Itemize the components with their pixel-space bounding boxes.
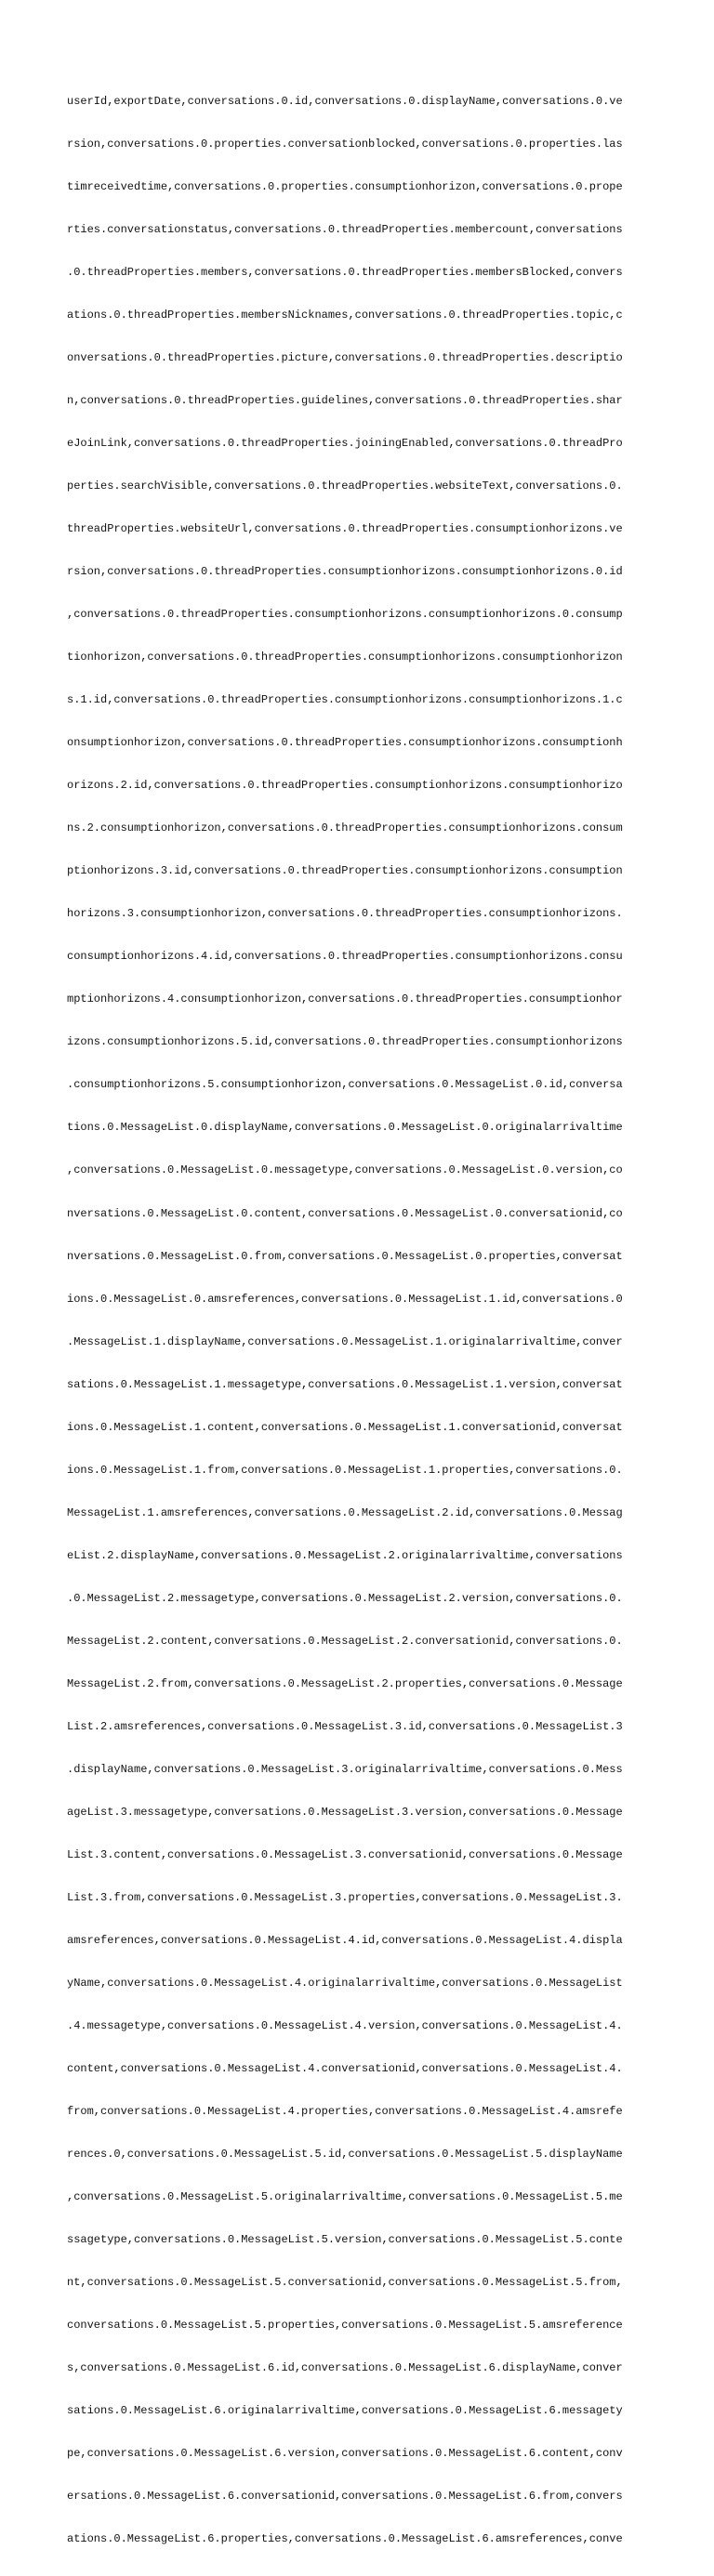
csv-header-text [67,66,623,2576]
text-line: conversations.0.MessageList.5.properties,conversations.0.MessageList.5.amsreference [67,2319,623,2333]
text-line: ptionhorizons.3.id,conversations.0.threadProperties.consumptionhorizons.consumption [67,864,623,878]
text-line: nversations.0.MessageList.0.content,conversations.0.MessageList.0.conversationid,co [67,1206,623,1220]
text-line: from,conversations.0.MessageList.4.properties,conversations.0.MessageList.4.amsrefe [67,2105,623,2119]
text-line: rties.conversationstatus,conversations.0.threadProperties.membercount,conversations [67,222,623,236]
text-line: ,conversations.0.threadProperties.consumptionhorizons.consumptionhorizons.0.consump [67,608,623,622]
text-line: izons.consumptionhorizons.5.id,conversations.0.threadProperties.consumptionhorizons [67,1035,623,1049]
text-line: n,conversations.0.threadProperties.guidelines,conversations.0.threadProperties.shar [67,393,623,407]
text-line: userId,exportDate,conversations.0.id,conversations.0.displayName,conversations.0.ve [67,94,623,108]
text-line: content,conversations.0.MessageList.4.conversationid,conversations.0.MessageList.4. [67,2062,623,2076]
text-line: mptionhorizons.4.consumptionhorizon,conversations.0.threadProperties.consumptionhor [67,992,623,1006]
text-line: .4.messagetype,conversations.0.MessageList.4.version,conversations.0.MessageList.4. [67,2019,623,2033]
text-line: tions.0.MessageList.0.displayName,conversations.0.MessageList.0.originalarrivaltime [67,1121,623,1135]
text-line: ations.0.threadProperties.membersNicknames,conversations.0.threadProperties.topic,c [67,308,623,322]
text-line: ions.0.MessageList.0.amsreferences,conversations.0.MessageList.1.id,conversations.0 [67,1292,623,1306]
text-line: rsion,conversations.0.properties.conversationblocked,conversations.0.properties.las [67,137,623,151]
text-line: horizons.3.consumptionhorizon,conversations.0.threadProperties.consumptionhorizons. [67,907,623,921]
text-line: ions.0.MessageList.1.from,conversations.0.MessageList.1.properties,conversations.0. [67,1463,623,1477]
text-line: orizons.2.id,conversations.0.threadProperties.consumptionhorizons.consumptionhorizo [67,779,623,793]
text-line: s.1.id,conversations.0.threadProperties.consumptionhorizons.consumptionhorizons.1.c [67,693,623,707]
text-line: nt,conversations.0.MessageList.5.conversationid,conversations.0.MessageList.5.from, [67,2276,623,2290]
text-line: MessageList.2.content,conversations.0.MessageList.2.conversationid,conversations.0. [67,1634,623,1648]
text-line: .0.MessageList.2.messagetype,conversations.0.MessageList.2.version,conversations.0. [67,1591,623,1605]
text-line: .MessageList.1.displayName,conversations.0.MessageList.1.originalarrivaltime,conver [67,1334,623,1348]
text-line: eList.2.displayName,conversations.0.MessageList.2.originalarrivaltime,conversations [67,1548,623,1562]
text-line: List.3.content,conversations.0.MessageList.3.conversationid,conversations.0.Message [67,1847,623,1861]
text-line: MessageList.1.amsreferences,conversations.0.MessageList.2.id,conversations.0.Messag [67,1505,623,1519]
text-line: amsreferences,conversations.0.MessageList.4.id,conversations.0.MessageList.4.displa [67,1934,623,1948]
text-line: ,conversations.0.MessageList.0.messagetype,conversations.0.MessageList.0.version,co [67,1163,623,1177]
text-line: ions.0.MessageList.1.content,conversations.0.MessageList.1.conversationid,conversat [67,1420,623,1434]
text-line: perties.searchVisible,conversations.0.threadProperties.websiteText,conversations.0. [67,479,623,493]
text-line: ns.2.consumptionhorizon,conversations.0.threadProperties.consumptionhorizons.consum [67,821,623,835]
text-line: rences.0,conversations.0.MessageList.5.id,conversations.0.MessageList.5.displayName [67,2148,623,2162]
text-line: MessageList.2.from,conversations.0.MessageList.2.properties,conversations.0.Message [67,1676,623,1690]
text-line: threadProperties.websiteUrl,conversations.0.threadProperties.consumptionhorizons.ve [67,522,623,535]
text-line: ations.0.MessageList.6.properties,conversations.0.MessageList.6.amsreferences,conve [67,2532,623,2546]
text-line: nversations.0.MessageList.0.from,conversations.0.MessageList.0.properties,conversat [67,1249,623,1263]
text-line: .consumptionhorizons.5.consumptionhorizon,conversations.0.MessageList.0.id,conversa [67,1078,623,1092]
text-line: yName,conversations.0.MessageList.4.originalarrivaltime,conversations.0.MessageList [67,1977,623,1991]
text-line: ,conversations.0.MessageList.5.originalarrivaltime,conversations.0.MessageList.5.me [67,2190,623,2204]
text-line: pe,conversations.0.MessageList.6.version,conversations.0.MessageList.6.content,conv [67,2447,623,2461]
text-line: List.3.from,conversations.0.MessageList.3.properties,conversations.0.MessageList.3. [67,1891,623,1904]
text-line: onversations.0.threadProperties.picture,conversations.0.threadProperties.descriptio [67,350,623,364]
text-line: .0.threadProperties.members,conversations.0.threadProperties.membersBlocked,convers [67,265,623,279]
text-line: ersations.0.MessageList.6.conversationid,conversations.0.MessageList.6.from,convers [67,2490,623,2504]
text-line: sations.0.MessageList.1.messagetype,conversations.0.MessageList.1.version,conversat [67,1377,623,1391]
text-line: List.2.amsreferences,conversations.0.MessageList.3.id,conversations.0.MessageList.3 [67,1719,623,1733]
text-line: ssagetype,conversations.0.MessageList.5.version,conversations.0.MessageList.5.conte [67,2233,623,2247]
text-line: timreceivedtime,conversations.0.properties.consumptionhorizon,conversations.0.prope [67,179,623,193]
text-line: onsumptionhorizon,conversations.0.threadProperties.consumptionhorizons.consumptionh [67,736,623,750]
text-line: tionhorizon,conversations.0.threadProperties.consumptionhorizons.consumptionhorizon [67,651,623,664]
text-line: ageList.3.messagetype,conversations.0.MessageList.3.version,conversations.0.Message [67,1805,623,1819]
text-line: .displayName,conversations.0.MessageList.3.originalarrivaltime,conversations.0.Mess [67,1762,623,1776]
text-line: sations.0.MessageList.6.originalarrivaltime,conversations.0.MessageList.6.messagety [67,2404,623,2418]
text-line: rsion,conversations.0.threadProperties.consumptionhorizons.consumptionhorizons.0.id [67,565,623,579]
text-line: eJoinLink,conversations.0.threadProperties.joiningEnabled,conversations.0.threadPro [67,436,623,450]
text-line: consumptionhorizons.4.id,conversations.0.threadProperties.consumptionhorizons.consu [67,950,623,964]
text-line: s,conversations.0.MessageList.6.id,conversations.0.MessageList.6.displayName,conver [67,2361,623,2375]
